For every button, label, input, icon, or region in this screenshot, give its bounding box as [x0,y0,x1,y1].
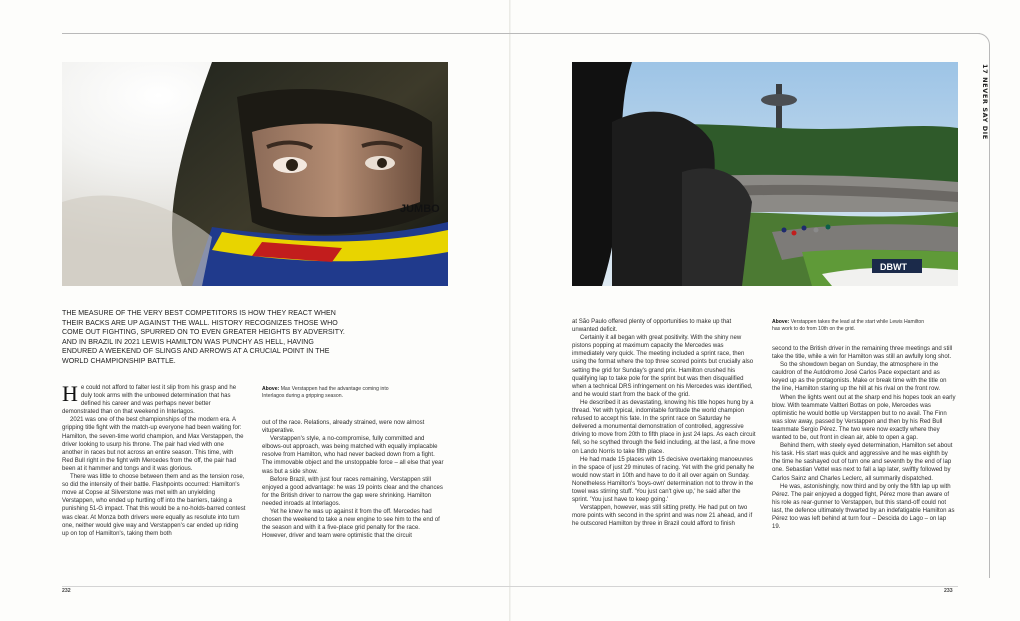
paragraph: Certainly it all began with great positivity. With the shiny new pistons popping at maximum capacity the Mercedes was immediately very quick. The meeting included a sprint race, then using the format where the top three scored points but crucially also setting the grid for Sunday's grand prix. Hamilton crushed his qualifying lap to take pole for the sprint but was then disqualified when a technical DRS infringement on his Mercedes was identified, and he would start from the back of the grid. [572,335,754,398]
caption-label: Above: [262,386,280,392]
driver-helmet-illustration [62,62,448,286]
body-column-1 [62,381,246,538]
paragraph: 2021 was one of the best championships of the modern era. A gripping title fight with the match-up everyone had been waiting for: Hamilton, the seven-time world champion, and Max Verstappen, the driver looking to usurp his throne. The pair had vied with one another in races but not across an entire season. This time, with Red Bull right in the fight with Mercedes from the off, the pair had been at it hammer and tongs and it was glorious. [62,417,244,472]
paragraph: out of the race. Relations, already strained, were now almost vituperative. [262,420,425,435]
paragraph: Verstappen's style, a no-compromise, fully committed and elbows-out approach, was being matched with equally implacable resolve from Hamilton, who had never backed down from a fight. The immovable object and the unstoppable force – all else that year was but a side show. [262,436,444,475]
paragraph: He was, astonishingly, now third and by only the fifth lap up with Pérez. The pair enjoyed a dogged fight, Pérez more than aware of his role as rear-gunner to Verstappen, but this stand-off could not last, the defence ultimately thwarted by an indefatigable Hamilton as Pérez too was left behind at turn four – Descida do Lago – on lap 19. [772,483,955,531]
page-gutter [509,0,511,621]
body-column-4 [772,345,956,531]
track-banner-text: DBWT [880,262,907,272]
body-column-3 [572,318,756,528]
paragraph: When the lights went out at the sharp end his hopes took an early blow. With teammate Valtteri Bottas on pole, Mercedes was optimistic he would bottle up Verstappen but to no avail. The Finn was slow away, passed by Verstappen and then by his Red Bull teammate Sergio Pérez. The two were now exactly where they wanted to be, out front in clean air, able to open a gap. [772,394,956,442]
running-head: 17 NEVER SAY DIE [981,64,989,140]
paragraph: He described it as devastating, knowing his title hopes hung by a thread. Yet with typical, indomitable fortitude the world champion refused to accept his fate. In the sprint race on Saturday he delivered a monumental demonstration of controlled, aggressive driving to move from 20th to fifth place in just 24 laps. As each circuit fell, so he scythed through the field including, at the last, a fine move on Lando Norris to take fifth place. [572,399,756,455]
caption-label: Above: [772,319,790,325]
standfirst: THE MEASURE OF THE VERY BEST COMPETITORS IS HOW THEY REACT WHEN THEIR BACKS ARE UP AGAINST THE WALL. HISTORY RECOGNIZES THOSE WHO COME OUT FIGHTING, SPURRED ON TO EVEN GREATER HEIGHTS BY ADVERSITY. AND IN BRAZIL IN 2021 LEWIS HAMILTON WAS PUNCHY AS HELL, HAVING ENDURED A WEEKEND OF SLINGS AND ARROWS AT A CRUCIAL POINT IN THE WORLD CHAMPIONSHIP BATTLE. [62,310,345,365]
paragraph [62,381,246,416]
side-rule [989,52,990,578]
drop-cap: H [62,381,78,406]
top-rule [62,33,980,34]
page-number-right: 233 [944,588,953,594]
right-photo-caption [772,319,932,332]
paragraph: There was little to choose between them and as the tension rose, so did the intensity of their battle. Flashpoints occurred: Hamilton's move at Copse at Silverstone was met with an unyielding Verstappen, who ended up hurtling off into the barriers, taking a punishing 51-G impact. That this would be a no-holds-barred contest was clear. At Monza both drivers were equally as resolute into turn one, neither would give way and Verstappen's car ended up riding up on top of Hamilton's, taking them both [62,474,246,537]
corner-rule [972,33,990,53]
race-start-illustration [572,62,958,286]
left-photo-caption [262,386,402,399]
helmet-sponsor-text: JUMBO [400,203,440,215]
paragraph: Verstappen, however, was still sitting pretty. He had put on two more points with second in the sprint and was now 21 ahead, and if he outscored Hamilton by three in Brazil could afford to finish [572,505,753,528]
paragraph: Yet he knew he was up against it from the off. Mercedes had chosen the weekend to take a new engine to see him to the end of the season and with it a five-place grid penalty for the race. However, driver and team were optimistic that the circuit [262,509,440,540]
paragraph: He had made 15 places with 15 decisive overtaking manoeuvres in the space of just 29 minutes of racing. Yet with the grid penalty he would now start in 10th and have to do it all over again on Sunday. Nonetheless Hamilton's 'boys-own' determination not to throw in the towel was stirring stuff. 'You just can't give up,' he said after the sprint. 'You just have to keep going.' [572,456,755,504]
bottom-rule [62,586,958,587]
body-column-2 [262,419,446,540]
paragraph: Before Brazil, with just four races remaining, Verstappen still enjoyed a good advantage: he was 19 points clear and the chances for the British driver to narrow the gap were shrinking. Hamilton needed inroads at Interlagos. [262,476,443,507]
paragraph: Behind them, with steely eyed determination, Hamilton set about his task. His start was quick and aggressive and he was eighth by the time he sashayed out of turn one and seventh by the end of lap one. Sebastian Vettel was next to fall a lap later, swiftly followed by Carlos Sainz and Charles Leclerc, all summarily dispatched. [772,443,953,482]
page-number-left: 232 [62,588,71,594]
paragraph: at São Paulo offered plenty of opportunities to make up that unwanted deficit. [572,319,732,334]
caption-text: Verstappen takes the lead at the start while Lewis Hamilton has work to do from 10th on the grid. [772,319,925,332]
caption-text: Max Verstappen had the advantage coming into Interlagos during a gripping season. [262,386,389,399]
paragraph: second to the British driver in the remaining three meetings and still take the title, while a win for Hamilton was still an awfully long shot. [772,346,953,361]
paragraph-text: e could not afford to falter lest it slip from his grasp and he duly took arms with the unbowed determination that has defined his career and was perhaps never better demonstrated than on that weekend in Interlagos. [62,385,237,416]
driver-helmet-photo [62,62,448,286]
race-start-photo [572,62,958,286]
paragraph: So the showdown began on Sunday, the atmosphere in the cauldron of the Autódromo José Carlos Pace expectant and as keyed up as the protagonists. Make or break time with the title on the line, Hamilton staring up the hill at his rival on the front row. [772,362,947,393]
